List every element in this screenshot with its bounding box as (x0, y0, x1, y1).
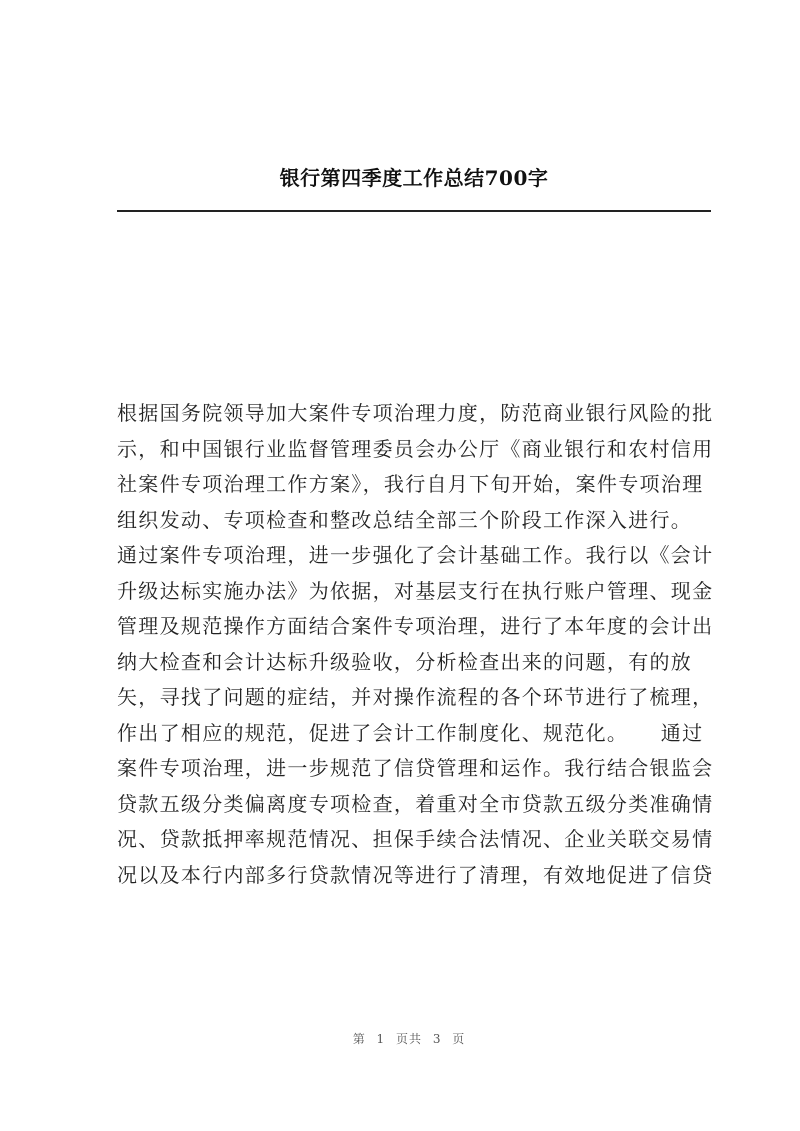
body-line: 示，和中国银行业监督管理委员会办公厅《商业银行和农村信用 (117, 436, 713, 461)
body-line: 升级达标实施办法》为依据，对基层支行在执行账户管理、现金 (117, 578, 713, 603)
body-line: 贷款五级分类偏离度专项检查，着重对全市贷款五级分类准确情 (117, 791, 713, 816)
body-line: 管理及规范操作方面结合案件专项治理，进行了本年度的会计出 (117, 614, 713, 638)
body-line: 组织发动、专项检查和整改总结全部三个阶段工作深入进行。 (117, 507, 693, 532)
document-title: 银行第四季度工作总结700字 (279, 166, 549, 190)
document-body (117, 396, 713, 893)
page-number-footer: 第 1 页共 3 页 (352, 1032, 466, 1046)
body-line: 况以及本行内部多行贷款情况等进行了清理，有效地促进了信贷 (117, 862, 713, 887)
body-line: 通过案件专项治理，进一步强化了会计基础工作。我行以《会计 (117, 543, 713, 567)
body-line: 矢，寻找了问题的症结，并对操作流程的各个环节进行了梳理， (117, 685, 713, 709)
body-line: 纳大检查和会计达标升级验收，分析检查出来的问题，有的放 (117, 649, 693, 674)
body-line: 社案件专项治理工作方案》，我行自月下旬开始，案件专项治理 (117, 472, 704, 496)
body-line: 根据国务院领导加大案件专项治理力度，防范商业银行风险的批 (117, 401, 713, 425)
title-underline-rule (117, 210, 711, 212)
body-line: 案件专项治理，进一步规范了信贷管理和运作。我行结合银监会 (117, 756, 713, 780)
body-line: 况、贷款抵押率规范情况、担保手续合法情况、企业关联交易情 (117, 827, 713, 851)
body-line: 作出了相应的规范，促进了会计工作制度化、规范化。 通过 (117, 720, 704, 745)
